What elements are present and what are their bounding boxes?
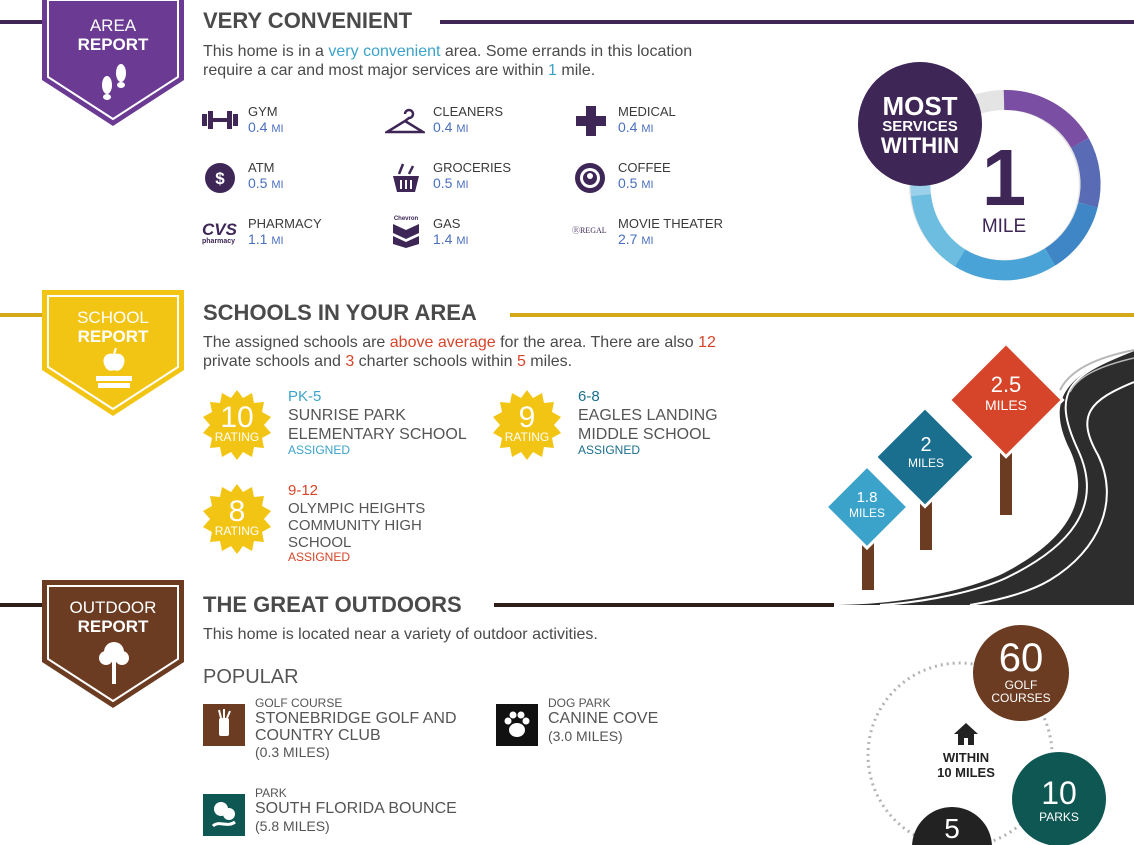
services-grid: [200, 102, 760, 252]
footprints-icon: [96, 60, 132, 100]
service-item-coffee: [570, 158, 750, 198]
count-label: COURSES: [991, 691, 1051, 705]
rating-label: RATING: [214, 430, 260, 444]
area-header-line-right: [440, 20, 1134, 24]
badge-line2: REPORT: [77, 327, 149, 346]
outdoor-header-line-right: [494, 603, 834, 607]
activity-item: [203, 786, 503, 841]
badge-line1: SCHOOL: [77, 308, 149, 327]
school-badge-label: [40, 308, 186, 346]
gauge-number: 1: [981, 133, 1027, 222]
medical-cross-icon: [576, 106, 606, 136]
school-title: SCHOOLS IN YOUR AREA: [203, 300, 477, 325]
school-status: ASSIGNED: [288, 443, 351, 457]
intro-text: The assigned schools are: [203, 334, 390, 351]
golf-bag-shape: [203, 704, 245, 746]
service-item-movie-theater: [570, 214, 770, 254]
distance-unit: MI: [641, 123, 654, 135]
activity-name-line: COUNTRY CLUB: [255, 727, 381, 744]
activity-distance: (3.0 MILES): [548, 728, 623, 744]
most-label: MOST: [882, 91, 958, 121]
within-label: [920, 750, 1012, 780]
activity-name: [255, 710, 457, 744]
distance-value: 0.5: [618, 175, 638, 191]
school-card: [200, 388, 490, 468]
count-number: 5: [944, 813, 960, 844]
convenience-highlight: very convenient: [328, 43, 441, 60]
cvs-logo-subtext: pharmacy: [202, 238, 236, 245]
road-illustration: [820, 330, 1134, 605]
service-item-atm: [200, 158, 380, 198]
within-line: 10 MILES: [937, 765, 995, 780]
distance-value: 0.4: [433, 119, 453, 135]
service-name: GROCERIES: [433, 160, 512, 175]
school-name-line: SUNRISE PARK: [288, 407, 406, 424]
intro-text: for the area. There are also: [495, 334, 699, 351]
school-status: ASSIGNED: [578, 443, 641, 457]
rating-label: RATING: [214, 524, 260, 538]
service-name: CLEANERS: [433, 104, 504, 119]
hanger-icon: [385, 108, 425, 136]
intro-text: require a car and most major services are within: [203, 62, 549, 79]
within-label: WITHIN: [880, 133, 960, 158]
distance-value: 0.4: [248, 119, 268, 135]
distance-unit: MI: [641, 179, 654, 191]
activity-item: [203, 696, 493, 766]
school-intro: [203, 333, 803, 371]
activity-category: GOLF COURSE: [255, 696, 343, 710]
service-name: ATM: [248, 160, 275, 175]
parks-count: [1012, 776, 1106, 824]
school-card: [490, 388, 780, 468]
school-name-line: SCHOOL: [288, 534, 352, 551]
park-icon: [203, 794, 245, 836]
distance-unit: MI: [271, 123, 284, 135]
regal-logo-icon: ⓇREGAL: [572, 226, 607, 235]
paw-shape: [496, 704, 538, 746]
area-intro: [203, 42, 803, 80]
area-title: VERY CONVENIENT: [203, 8, 413, 33]
count-label: PARKS: [1039, 810, 1079, 824]
school-name-line: COMMUNITY HIGH: [288, 517, 422, 534]
rating-label: RATING: [504, 430, 550, 444]
school-header-line-right: [510, 313, 1134, 317]
intro-text: private schools and: [203, 353, 346, 370]
distance-unit: MI: [456, 235, 469, 247]
activity-distance: (5.8 MILES): [255, 818, 330, 834]
count-number: 60: [998, 636, 1044, 680]
school-name: [578, 406, 718, 444]
chevron-logo-icon: [391, 216, 421, 253]
chevron-shape: [391, 222, 421, 248]
count-label: GOLF: [1004, 678, 1038, 692]
service-distance: [618, 175, 654, 191]
outdoor-title: THE GREAT OUTDOORS: [203, 592, 462, 617]
dumbbell-icon: [202, 110, 238, 130]
rating-number: 9: [518, 401, 536, 434]
starbucks-logo-icon: [574, 162, 606, 194]
paw-icon: [496, 704, 538, 746]
distance-unit: MI: [456, 179, 469, 191]
service-distance: [248, 175, 284, 191]
mile-number: 1: [548, 62, 557, 79]
rating-number: 10: [220, 401, 254, 434]
svg-text:$: $: [215, 169, 225, 188]
intro-text: mile.: [556, 62, 596, 79]
distance-unit: MI: [641, 235, 654, 247]
gauge-unit: MILE: [981, 216, 1027, 237]
distance-value: 1.4: [433, 231, 453, 247]
rating-highlight: above average: [389, 334, 496, 351]
service-item-groceries: [385, 158, 565, 198]
school-status: ASSIGNED: [288, 550, 351, 564]
charter-count: 3: [345, 353, 355, 370]
intro-text: miles.: [525, 353, 573, 370]
service-distance: [433, 231, 469, 247]
service-distance: [618, 231, 654, 247]
distance-unit: MI: [456, 123, 469, 135]
service-name: COFFEE: [618, 160, 671, 175]
tree-icon: [98, 640, 130, 684]
rating-number: 8: [228, 495, 246, 528]
regal-logo-text: REGAL: [580, 226, 607, 235]
badge-line1: AREA: [89, 16, 137, 35]
school-name-line: OLYMPIC HEIGHTS: [288, 500, 426, 517]
service-name: MEDICAL: [618, 104, 676, 119]
sign-number: 2.5: [990, 372, 1022, 397]
badge-line2: REPORT: [77, 35, 149, 54]
activity-category: PARK: [255, 786, 287, 800]
outdoor-intro: This home is located near a variety of outdoor activities.: [203, 626, 598, 643]
service-item-cleaners: [385, 102, 565, 142]
activity-category: DOG PARK: [548, 696, 611, 710]
home-icon: [953, 722, 979, 746]
distance-value: 0.5: [248, 175, 268, 191]
within-line: WITHIN: [942, 750, 990, 765]
distance-unit: MI: [271, 179, 284, 191]
school-grades: PK-5: [288, 388, 322, 405]
school-name-line: EAGLES LANDING: [578, 407, 718, 424]
distance-unit: MI: [271, 235, 284, 247]
miles-count: 5: [516, 353, 526, 370]
badge-line1: OUTDOOR: [69, 598, 157, 617]
services-label: SERVICES: [882, 118, 958, 135]
popular-heading: POPULAR: [203, 666, 299, 688]
service-distance: [248, 231, 284, 247]
service-distance: [248, 119, 284, 135]
sign-unit: MILES: [907, 456, 944, 470]
school-grades: 9-12: [288, 482, 319, 499]
park-shape: [203, 794, 245, 836]
school-name: [288, 500, 425, 551]
private-count: 12: [698, 334, 716, 351]
school-name: [288, 406, 467, 444]
dollar-icon: [204, 162, 236, 194]
sign-2-5-miles: [960, 373, 1052, 413]
service-name: PHARMACY: [248, 216, 322, 231]
school-name-line: ELEMENTARY SCHOOL: [288, 426, 467, 443]
service-distance: [433, 119, 469, 135]
service-distance: [433, 175, 469, 191]
school-card: [200, 482, 490, 572]
activity-name: SOUTH FLORIDA BOUNCE: [255, 800, 457, 817]
outdoor-badge-label: [40, 598, 186, 636]
distance-value: 0.4: [618, 119, 638, 135]
service-name: GYM: [248, 104, 278, 119]
cvs-logo-icon: [202, 222, 242, 245]
sign-2-miles: [886, 434, 966, 470]
basket-icon: [391, 162, 421, 194]
sign-1-8-miles: [832, 490, 902, 520]
service-name: MOVIE THEATER: [618, 216, 723, 231]
sign-number: 2: [920, 434, 932, 456]
service-item-gas: [385, 214, 565, 254]
most-services-label: [858, 91, 982, 158]
sign-unit: MILES: [848, 506, 885, 520]
school-grades: 6-8: [578, 388, 600, 405]
activity-distance: (0.3 MILES): [255, 744, 330, 760]
service-distance: [618, 119, 654, 135]
intro-text: charter schools within: [354, 353, 517, 370]
golf-courses-count: [973, 637, 1069, 705]
service-name: GAS: [433, 216, 461, 231]
area-badge-label: [40, 16, 186, 54]
intro-text: area. Some errands in this location: [440, 43, 693, 60]
cvs-logo-text: CVS: [202, 220, 237, 239]
distance-value: 0.5: [433, 175, 453, 191]
count-number: 10: [1041, 775, 1077, 811]
third-count: [912, 814, 992, 844]
apple-books-icon: [94, 348, 134, 390]
intro-text: This home is in a: [203, 43, 329, 60]
golf-bag-icon: [203, 704, 245, 746]
activity-name: CANINE COVE: [548, 710, 659, 727]
distance-value: 1.1: [248, 231, 268, 247]
badge-line2: REPORT: [77, 617, 149, 636]
activity-name-line: STONEBRIDGE GOLF AND: [255, 710, 457, 727]
school-name-line: MIDDLE SCHOOL: [578, 426, 711, 443]
distance-value: 2.7: [618, 231, 638, 247]
chevron-logo-text: Chevron: [393, 216, 419, 222]
service-item-pharmacy: [200, 214, 380, 254]
sign-unit: MILES: [984, 397, 1027, 413]
service-item-gym: [200, 102, 380, 142]
activity-item: [496, 696, 756, 756]
sign-number: 1.8: [856, 489, 878, 506]
service-item-medical: [570, 102, 750, 142]
